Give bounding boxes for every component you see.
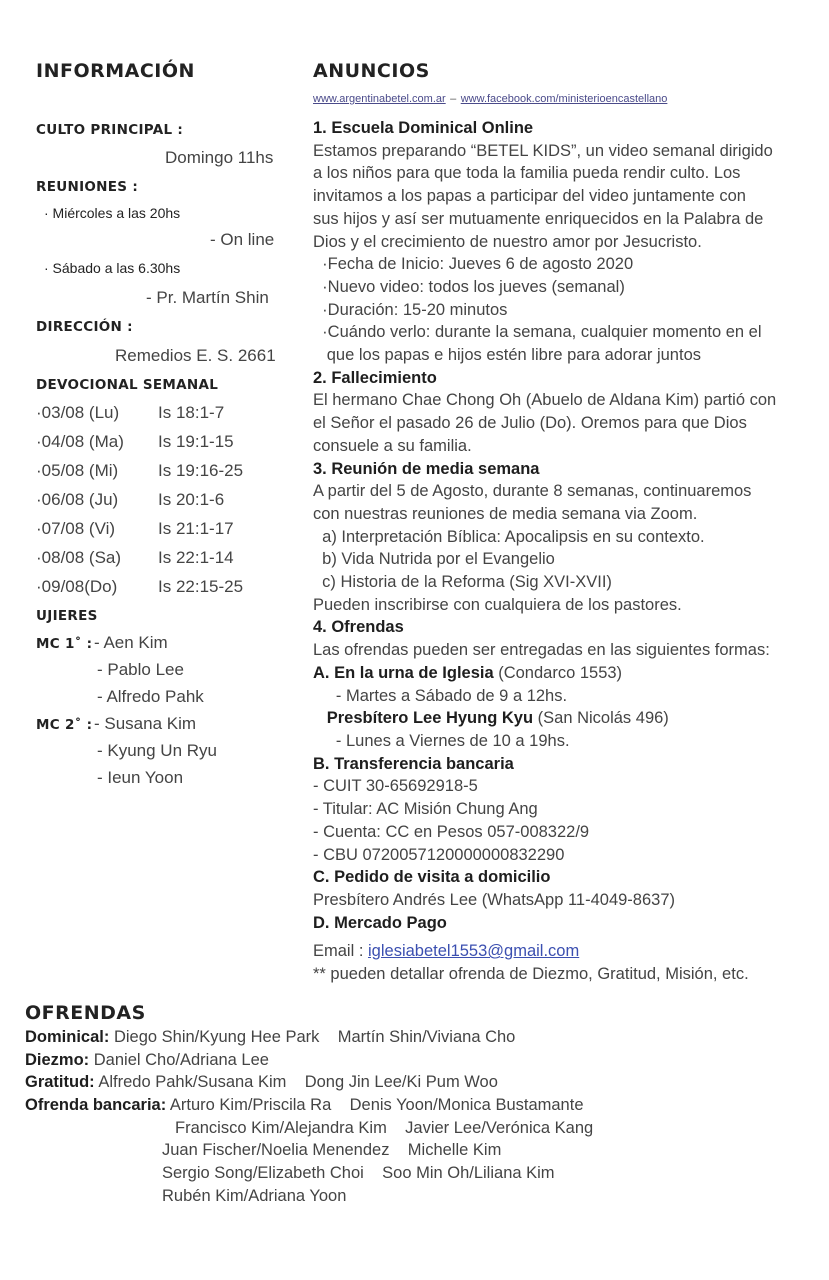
ofrenda-names-continued: Sergio Song/Elizabeth Choi Soo Min Oh/Liliana Kim — [162, 1164, 555, 1183]
announcement-heading — [313, 616, 776, 639]
announcement-heading — [313, 458, 776, 481]
devocional-ref: Is 18:1-7 — [158, 403, 225, 422]
announcement-text: El hermano Chae Chong Oh (Abuelo de Aldana Kim) partió con — [313, 391, 777, 410]
announcement-text: con nuestras reuniones de media semana via Zoom. — [313, 504, 698, 523]
announcement-text: - Lunes a Viernes de 10 a 19hs. — [313, 731, 570, 750]
devocional-date: ·08/08 (Sa) — [36, 548, 122, 567]
mc2-member: - Kyung Un Ryu — [97, 741, 217, 760]
mc2-label: MC 2˚ : — [36, 717, 93, 733]
direccion-label: DIRECCIÓN : — [36, 319, 133, 335]
email-line — [313, 940, 579, 963]
announcement-text: ·Fecha de Inicio: Jueves 6 de agosto 2020 — [313, 255, 634, 274]
announcement-line — [313, 730, 776, 753]
announcement-text: Pueden inscribirse con cualquiera de los pastores. — [313, 595, 682, 614]
ofrenda-names-continued: Francisco Kim/Alejandra Kim Javier Lee/Verónica Kang — [175, 1118, 594, 1137]
announcement-text: ·Duración: 15-20 minutos — [313, 300, 508, 319]
devocional-date: ·04/08 (Ma) — [36, 432, 124, 451]
email-link[interactable]: iglesiabetel1553@gmail.com — [368, 942, 580, 960]
announcement-line — [313, 162, 776, 185]
announcement-line — [313, 185, 776, 208]
devocional-label: DEVOCIONAL SEMANAL — [36, 377, 219, 393]
culto-value: Domingo 11hs — [165, 148, 274, 167]
announcement-line — [313, 571, 776, 594]
mc2-member: - Susana Kim — [94, 714, 197, 733]
announcement-text: - CUIT 30-65692918-5 — [313, 777, 478, 796]
announcement-text: ·Nuevo video: todos los jueves (semanal) — [313, 277, 625, 296]
announcement-line — [313, 253, 776, 276]
announcement-line — [313, 299, 776, 322]
devocional-ref: Is 22:1-14 — [158, 548, 234, 567]
announcement-line — [313, 344, 776, 367]
ofrenda-names-continued: Juan Fischer/Noelia Menendez Michelle Kim — [162, 1141, 502, 1160]
announcement-line — [313, 639, 776, 662]
ofrenda-names: Arturo Kim/Priscila Ra Denis Yoon/Monica Bustamante — [166, 1096, 584, 1115]
ofrenda-row — [25, 1096, 593, 1119]
announcement-heading — [313, 753, 776, 776]
announcement-line — [313, 775, 776, 798]
announcement-text: - CBU 0720057120000000832290 — [313, 845, 565, 864]
announcement-text: que los papas e hijos estén libre para adorar juntos — [313, 346, 701, 365]
announcement-text: el Señor el pasado 26 de Julio (Do). Oremos para que Dios — [313, 414, 747, 433]
announcement-text: (San Nicolás 496) — [533, 709, 669, 728]
direccion-value: Remedios E. S. 2661 — [115, 346, 276, 365]
announcement-line — [313, 412, 776, 435]
announcement-bold: 4. Ofrendas — [313, 618, 404, 637]
mc1-member: - Alfredo Pahk — [97, 687, 204, 706]
announcement-line — [313, 140, 776, 163]
ofrenda-label: Ofrenda bancaria: — [25, 1096, 167, 1115]
announcements-body — [313, 117, 776, 934]
devocional-ref: Is 21:1-17 — [158, 519, 234, 538]
announcement-line — [313, 480, 776, 503]
devocional-date: ·03/08 (Lu) — [36, 403, 120, 422]
ofrenda-names: Daniel Cho/Adriana Lee — [89, 1050, 269, 1069]
announcement-line — [313, 321, 776, 344]
announcement-line — [313, 548, 776, 571]
mc2-member: - Ieun Yoon — [97, 768, 184, 787]
reuniones-label: REUNIONES : — [36, 179, 139, 195]
announcement-line — [313, 208, 776, 231]
ofrenda-label: Dominical: — [25, 1028, 110, 1046]
announcement-line — [313, 798, 776, 821]
announcement-text: ·Cuándo verlo: durante la semana, cualquier momento en el — [313, 323, 762, 342]
announcement-text: Las ofrendas pueden ser entregadas en las siguientes formas: — [313, 641, 770, 660]
announcement-text: A partir del 5 de Agosto, durante 8 semanas, continuaremos — [313, 482, 752, 501]
devocional-ref: Is 19:16-25 — [158, 461, 244, 480]
announcement-text: sus hijos y así ser mutuamente enriquecidos en la Palabra de — [313, 209, 764, 228]
announcement-text: consuele a su familia. — [313, 436, 472, 455]
announcement-line — [313, 231, 776, 254]
mc1-label: MC 1˚ : — [36, 636, 93, 652]
announcement-heading — [313, 866, 776, 889]
announcement-bold: D. Mercado Pago — [313, 913, 447, 932]
ofrenda-note: ** pueden detallar ofrenda de Diezmo, Gratitud, Misión, etc. — [313, 965, 749, 983]
announcement-line — [313, 435, 776, 458]
announcement-line — [313, 526, 776, 549]
ofrenda-names-continued: Rubén Kim/Adriana Yoon — [162, 1186, 347, 1205]
info-heading: INFORMACIÓN — [36, 60, 195, 82]
announcement-bold: Presbítero Lee Hyung Kyu — [313, 709, 534, 728]
announcement-text: Estamos preparando “BETEL KIDS”, un video semanal dirigido — [313, 141, 773, 160]
devocional-ref: Is 19:1-15 — [158, 432, 234, 451]
announcement-text: a los niños para que toda la familia pueda rendir culto. Los — [313, 164, 741, 183]
mc1-member: - Pablo Lee — [97, 660, 184, 679]
announcement-line — [313, 844, 776, 867]
ofrendas-list — [25, 1028, 593, 1210]
announcement-line — [313, 503, 776, 526]
ujieres-label: UJIERES — [36, 608, 98, 624]
devocional-date: ·05/08 (Mi) — [36, 461, 119, 480]
announcement-text: - Titular: AC Misión Chung Ang — [313, 800, 538, 819]
devocional-ref: Is 22:15-25 — [158, 577, 244, 596]
devocional-date: ·09/08(Do) — [36, 577, 118, 596]
announcement-line — [313, 594, 776, 617]
ofrenda-names: Diego Shin/Kyung Hee Park Martín Shin/Viviana Cho — [109, 1028, 516, 1046]
announcement-text: - Martes a Sábado de 9 a 12hs. — [313, 686, 568, 705]
ofrenda-label: Diezmo: — [25, 1050, 90, 1069]
anuncios-heading: ANUNCIOS — [313, 60, 430, 82]
announcement-text: - Cuenta: CC en Pesos 057-008322/9 — [313, 822, 590, 841]
ofrenda-names: Alfredo Pahk/Susana Kim Dong Jin Lee/Ki Pum Woo — [94, 1073, 498, 1092]
mc1-member: - Aen Kim — [94, 633, 168, 652]
announcement-heading — [313, 367, 776, 390]
email-label: Email : — [313, 942, 369, 960]
ofrenda-row — [25, 1051, 593, 1074]
reunion-wednesday-detail: - On line — [210, 230, 275, 249]
announcement-heading — [313, 912, 776, 935]
links-separator: – — [450, 93, 457, 105]
announcement-text: invitamos a los papas a participar del video juntamente con — [313, 187, 746, 206]
announcement-heading — [313, 707, 776, 730]
announcement-text: (Condarco 1553) — [493, 663, 623, 682]
facebook-link[interactable]: www.facebook.com/ministerioencastellano — [460, 93, 668, 105]
announcement-line — [313, 821, 776, 844]
ofrendas-heading: OFRENDAS — [25, 1002, 146, 1024]
announcement-heading — [313, 117, 776, 140]
announcement-text: b) Vida Nutrida por el Evangelio — [313, 550, 555, 569]
announcement-text: c) Historia de la Reforma (Sig XVI-XVII) — [313, 573, 612, 592]
announcement-bold: 2. Fallecimiento — [313, 368, 437, 387]
reunion-saturday: · Sábado a las 6.30hs — [44, 260, 181, 276]
announcement-bold: 3. Reunión de media semana — [313, 459, 540, 478]
culto-label: CULTO PRINCIPAL : — [36, 122, 184, 138]
announcement-bold: 1. Escuela Dominical Online — [313, 119, 534, 137]
announcement-line — [313, 889, 776, 912]
ofrenda-label: Gratitud: — [25, 1073, 95, 1092]
announcement-bold: C. Pedido de visita a domicilio — [313, 868, 551, 887]
reunion-wednesday: · Miércoles a las 20hs — [44, 205, 181, 221]
announcement-line — [313, 685, 776, 708]
reunion-saturday-detail: - Pr. Martín Shin — [146, 288, 269, 307]
devocional-date: ·06/08 (Ju) — [36, 490, 119, 509]
ofrenda-row — [25, 1028, 593, 1051]
links-row — [313, 89, 667, 107]
website-link[interactable]: www.argentinabetel.com.ar — [313, 93, 446, 105]
devocional-ref: Is 20:1-6 — [158, 490, 225, 509]
ofrenda-row — [25, 1073, 593, 1096]
devocional-date: ·07/08 (Vi) — [36, 519, 116, 538]
announcement-heading — [313, 662, 776, 685]
announcement-text: a) Interpretación Bíblica: Apocalipsis en su contexto. — [313, 527, 705, 546]
announcement-bold: B. Transferencia bancaria — [313, 754, 514, 773]
announcement-line — [313, 276, 776, 299]
announcement-text: Presbítero Andrés Lee (WhatsApp 11-4049-8637) — [313, 890, 675, 909]
announcement-line — [313, 389, 776, 412]
announcement-bold: A. En la urna de Iglesia — [313, 663, 494, 682]
announcement-text: Dios y el crecimiento de nuestro amor por Jesucristo. — [313, 232, 702, 251]
